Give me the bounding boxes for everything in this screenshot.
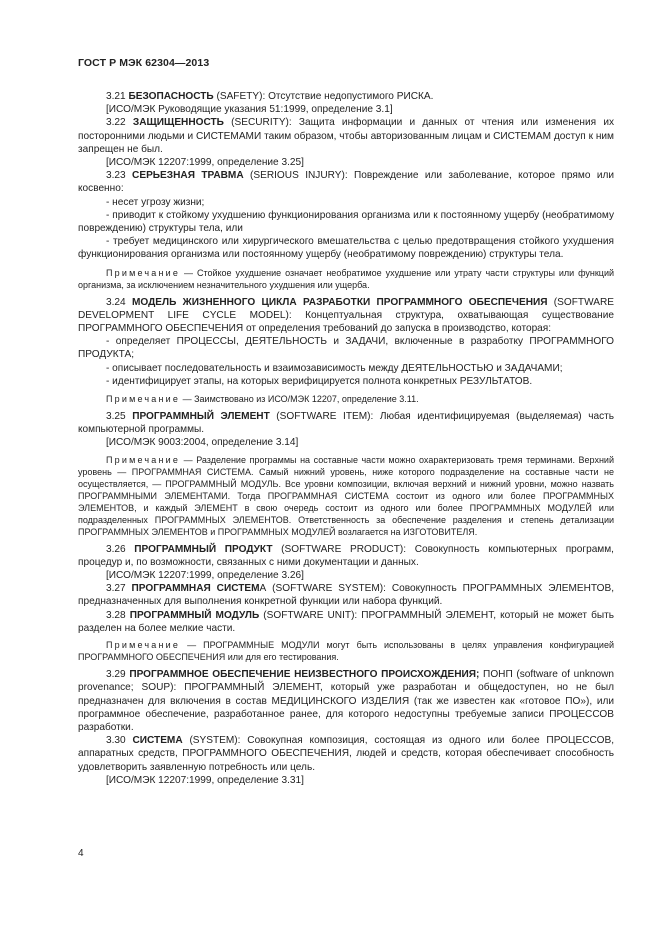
term: СИСТЕМА [132,735,183,747]
definition-3-22: 3.22 ЗАЩИЩЕННОСТЬ (SECURITY): Защита информации и данных от чтения или изменения их посторонними людьми и СИСТЕМАМИ таким образом, чтобы авторизованным лицам и СИСТЕМАМ доступ к ним запрещен не был. [78,117,614,155]
term: ПРОГРАММНОЕ ОБЕСПЕЧЕНИЕ НЕИЗВЕСТНОГО ПРОИСХОЖДЕНИЯ; [129,669,480,681]
reference: [ИСО/МЭК 12207:1999, определение 3.25] [106,157,304,169]
definition-3-27: 3.27 ПРОГРАММНАЯ СИСТЕМА (SOFTWARE SYSTEM): Совокупность ПРОГРАММНЫХ ЭЛЕМЕНТОВ, предназначенных для выполнения конкретной функции или набора функций. [78,583,614,608]
term: ПРОГРАММНЫЙ МОДУЛЬ [129,609,260,621]
page-body [78,90,614,787]
page-number: 4 [78,848,84,859]
note: Примечание — Заимствовано из ИСО/МЭК 12207, определение 3.11. [106,394,419,405]
list-item: - описывает последовательность и взаимозависимость между ДЕЯТЕЛЬНОСТЬЮ и ЗАДАЧАМИ; [106,362,563,374]
term: ПРОГРАММНАЯ СИСТЕМ [131,583,260,595]
definition-3-23: 3.23 СЕРЬЕЗНАЯ ТРАВМА (SERIOUS INJURY): Повреждение или заболевание, которое прямо или косвенно: [78,170,614,195]
definition-3-24: 3.24 МОДЕЛЬ ЖИЗНЕННОГО ЦИКЛА РАЗРАБОТКИ ПРОГРАММНОГО ОБЕСПЕЧЕНИЯ (SOFTWARE DEVELOPMENT LIFE CYCLE MODEL): Концептуальная структура, охватывающая существование ПРОГРАММНОГО ОБЕСПЕЧЕНИЯ от определения требований до запуска в производство, которая: [78,296,614,335]
reference: [ИСО/МЭК 12207:1999, определение 3.26] [106,570,304,582]
term: МОДЕЛЬ ЖИЗНЕННОГО ЦИКЛА РАЗРАБОТКИ ПРОГРАММНОГО ОБЕСПЕЧЕНИЯ [131,296,548,308]
term: ПРОГРАММНЫЙ ПРОДУКТ [134,543,273,555]
term: ПРОГРАММНЫЙ ЭЛЕМЕНТ [132,411,270,423]
list-item: - идентифицирует этапы, на которых верифицируется полнота конкретных РЕЗУЛЬТАТОВ. [106,375,533,387]
note: Примечание — Разделение программы на составные части можно охарактеризовать тремя терминами. Верхний уровень — ПРОГРАММНАЯ СИСТЕМА. Самый нижний уровень, ниже которого подразделение на составные части не осуществляется, — ПРОГРАММНЫЙ МОДУЛЬ. Все уровни композиции, включая верхний и нижний уровни, можно назвать ПРОГРАММНЫМИ ЭЛЕМЕНТАМИ. Тогда ПРОГРАММНАЯ СИСТЕМА состоит из одного или более ПРОГРАММНЫХ ЭЛЕМЕНТОВ, и каждый ЭЛЕМЕНТ в свою очередь состоит из одного или более ПРОГРАММНЫХ МОДУЛЕЙ или подразделенных ПРОГРАММНЫХ ЭЛЕМЕНТОВ. Ответственность за обеспечение разделения и степень детализации ПРОГРАММНЫХ ЭЛЕМЕНТОВ и ПРОГРАММНЫХ МОДУЛЕЙ возлагается на ИЗГОТОВИТЕЛЯ. [78,454,614,537]
list-item: - требует медицинского или хирургического вмешательства с целью предотвращения стойкого ухудшения функционирования организма или постоянному ущербу (необратимому повреждению) структуры тела. [78,236,614,261]
document-header: ГОСТ Р МЭК 62304—2013 [78,57,210,69]
reference: [ИСО/МЭК 12207:1999, определение 3.31] [106,774,304,786]
note: Примечание — ПРОГРАММНЫЕ МОДУЛИ могут быть использованы в целях управления конфигурацией ПРОГРАММНОГО ОБЕСПЕЧЕНИЯ или для его тестирования. [78,640,614,663]
term: БЕЗОПАСНОСТЬ [128,91,214,102]
definition-3-21: 3.21 БЕЗОПАСНОСТЬ (SAFETY): Отсутствие недопустимого РИСКА. [106,91,434,102]
list-item: - приводит к стойкому ухудшению функционирования организма или к постоянному ущербу (необратимому повреждению) структуры тела, или [78,209,614,235]
definition-3-30: 3.30 СИСТЕМА (SYSTEM): Совокупная композиция, состоящая из одного или более ПРОЦЕССОВ, аппаратных средств, ПРОГРАММНОГО ОБЕСПЕЧЕНИЯ, людей и средств, которая обеспечивает способность удовлетворить заявленную потребность или цель. [78,735,614,773]
reference: [ИСО/МЭК Руководящие указания 51:1999, определение 3.1] [106,104,393,116]
note: Примечание — Стойкое ухудшение означает необратимое ухудшение или утрату части структуры или функций организма, за исключением незначительного ухудшения или ущерба. [78,267,614,290]
term: СЕРЬЕЗНАЯ ТРАВМА [132,170,244,182]
term: ЗАЩИЩЕННОСТЬ [132,117,224,129]
list-item: - определяет ПРОЦЕССЫ, ДЕЯТЕЛЬНОСТЬ и ЗАДАЧИ, включенные в разработку ПРОГРАММНОГО ПРОДУКТА; [78,336,614,361]
definition-3-26: 3.26 ПРОГРАММНЫЙ ПРОДУКТ (SOFTWARE PRODUCT): Совокупность компьютерных программ, процедур и, по возможности, связанных с ними документации и данных. [78,543,614,568]
list-item: - несет угрозу жизни; [106,196,205,208]
definition-3-29: 3.29 ПРОГРАММНОЕ ОБЕСПЕЧЕНИЕ НЕИЗВЕСТНОГО ПРОИСХОЖДЕНИЯ; ПОНП (software of unknown provenance; SOUP): ПРОГРАММНЫЙ ЭЛЕМЕНТ, который уже разработан и общедоступен, но не был предназначен для включения в состав МЕДИЦИНСКОГО ИЗДЕЛИЯ (так же известен как «готовое ПО»), или программное обеспечение, разработанное ранее, для которого недоступны требуемые записи ПРОЦЕССОВ разработки. [78,669,614,733]
definition-3-25: 3.25 ПРОГРАММНЫЙ ЭЛЕМЕНТ (SOFTWARE ITEM): Любая идентифицируемая (выделяемая) часть компьютерной программы. [78,411,615,436]
definition-3-28: 3.28 ПРОГРАММНЫЙ МОДУЛЬ (SOFTWARE UNIT): ПРОГРАММНЫЙ ЭЛЕМЕНТ, который не может быть разделен на более мелкие части. [78,609,615,634]
reference: [ИСО/МЭК 9003:2004, определение 3.14] [106,437,299,449]
